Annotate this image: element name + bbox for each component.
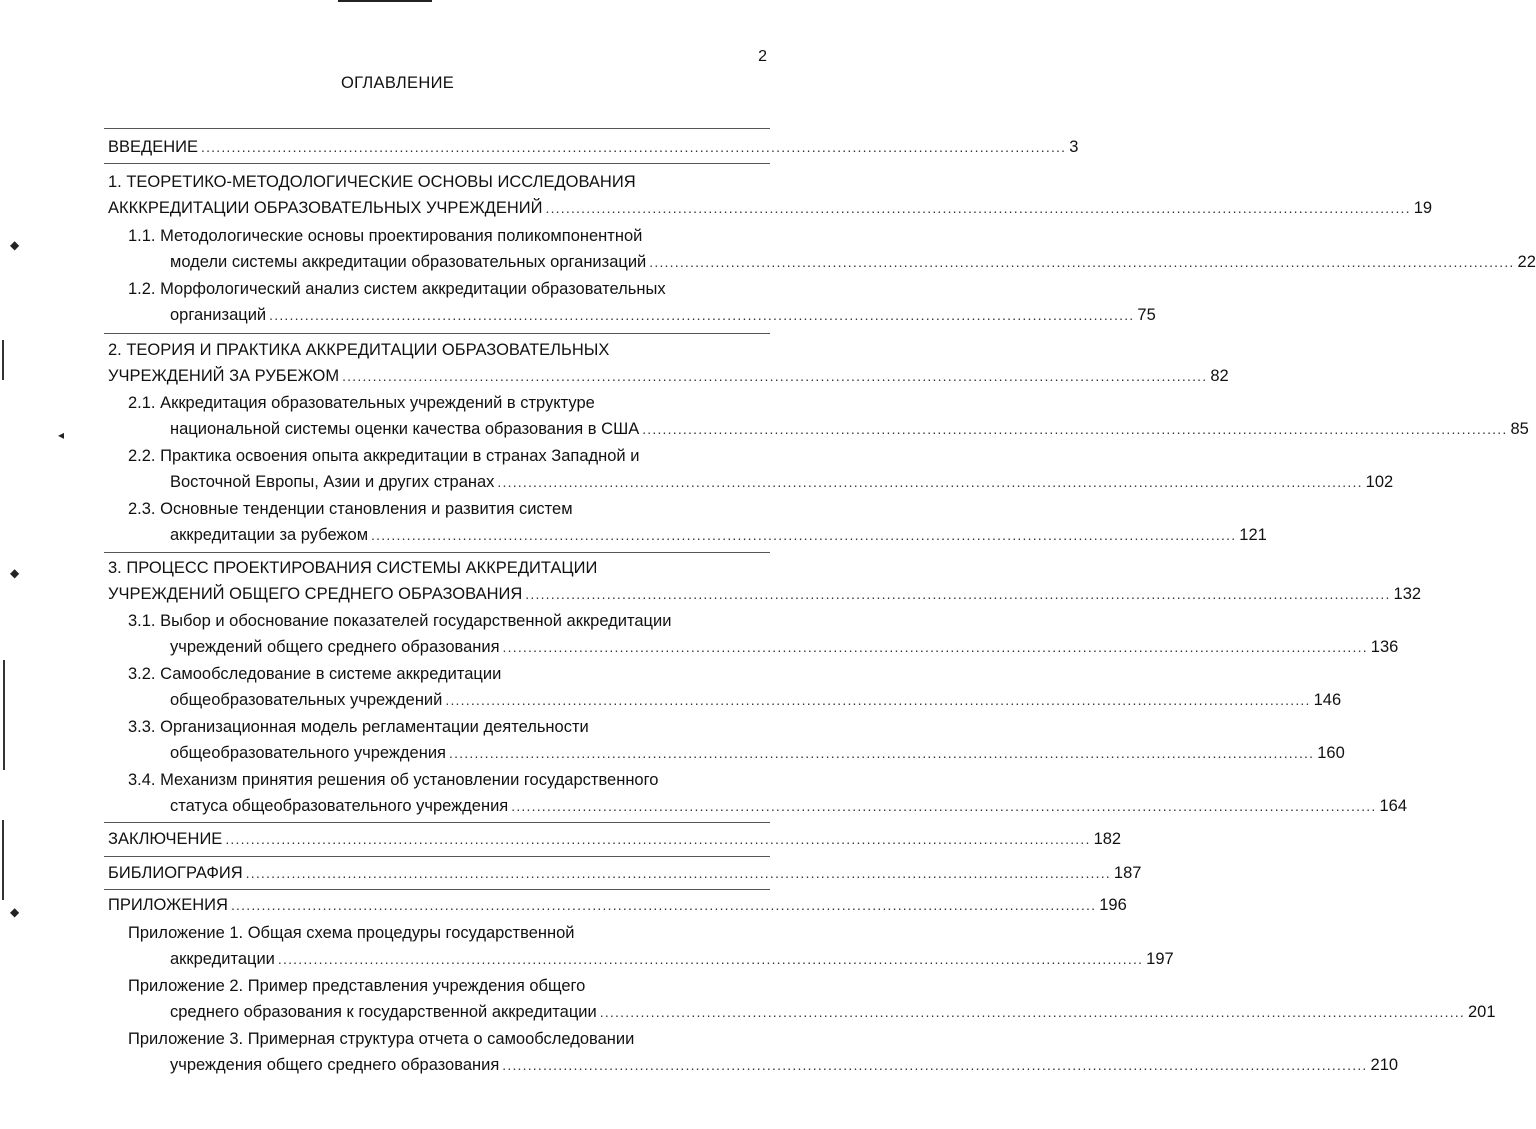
dot-leader: .......................................................................................................................................................................... bbox=[502, 1057, 1368, 1073]
toc-appendix-2[interactable]: среднего образования к государственной аккредитации .......................................................................................................................................................................... 201 bbox=[170, 1003, 1496, 1021]
page-ref: 164 bbox=[1379, 797, 1408, 815]
page-ref: 136 bbox=[1370, 638, 1399, 656]
toc-section-3-2-title[interactable]: 3.2. Самообследование в системе аккредитации bbox=[128, 665, 502, 683]
top-rule bbox=[338, 0, 432, 2]
toc-section-3-2[interactable]: общеобразовательных учреждений .......................................................................................................................................................................... 146 bbox=[170, 691, 1342, 709]
dot-leader: .......................................................................................................................................................................... bbox=[502, 639, 1368, 655]
scan-dot-mark: ◆ bbox=[10, 238, 20, 252]
dot-leader: .......................................................................................................................................................................... bbox=[245, 865, 1111, 881]
dot-leader: .......................................................................................................................................................................... bbox=[371, 527, 1237, 543]
scan-dot-mark: ◆ bbox=[10, 905, 20, 919]
dot-leader: .......................................................................................................................................................................... bbox=[445, 692, 1311, 708]
scan-dot-mark: ◂ bbox=[58, 428, 65, 442]
page-ref: 22 bbox=[1517, 253, 1536, 271]
page-ref: 160 bbox=[1317, 744, 1345, 762]
dot-leader: .......................................................................................................................................................................... bbox=[642, 421, 1508, 437]
dot-leader: .......................................................................................................................................................................... bbox=[545, 200, 1411, 216]
page-number: 2 bbox=[758, 48, 767, 65]
page-ref: 19 bbox=[1413, 199, 1433, 217]
page-ref: 201 bbox=[1468, 1003, 1496, 1021]
dot-leader: .......................................................................................................................................................................... bbox=[269, 307, 1135, 323]
page-ref: 102 bbox=[1365, 473, 1394, 491]
dot-leader: .......................................................................................................................................................................... bbox=[497, 474, 1363, 490]
dot-leader: .......................................................................................................................................................................... bbox=[449, 745, 1315, 761]
dot-leader: .......................................................................................................................................................................... bbox=[200, 139, 1067, 155]
toc-section-2-1[interactable]: национальной системы оценки качества образования в США .......................................................................................................................................................................... 85 bbox=[170, 420, 1529, 438]
separator bbox=[104, 552, 770, 553]
toc-appendix-3[interactable]: учреждения общего среднего образования .......................................................................................................................................................................... 210 bbox=[170, 1056, 1399, 1074]
page-ref: 3 bbox=[1069, 138, 1079, 156]
page-ref: 82 bbox=[1210, 367, 1229, 385]
toc-section-3-3-title[interactable]: 3.3. Организационная модель регламентации деятельности bbox=[128, 718, 589, 736]
toc-section-1-2[interactable]: организаций .......................................................................................................................................................................... 75 bbox=[170, 306, 1156, 324]
toc-entry-bibliography[interactable]: БИБЛИОГРАФИЯ .......................................................................................................................................................................... 187 bbox=[108, 864, 1142, 882]
page-ref: 196 bbox=[1099, 896, 1127, 914]
page-ref: 146 bbox=[1313, 691, 1342, 709]
page-ref: 187 bbox=[1113, 864, 1142, 882]
dot-leader: .......................................................................................................................................................................... bbox=[649, 254, 1515, 270]
scan-edge-mark bbox=[2, 820, 4, 900]
toc-section-1-1-title[interactable]: 1.1. Методологические основы проектирования поликомпонентной bbox=[128, 227, 643, 245]
scan-edge-mark bbox=[3, 660, 5, 770]
dot-leader: .......................................................................................................................................................................... bbox=[511, 798, 1377, 814]
page-ref: 210 bbox=[1370, 1056, 1399, 1074]
dot-leader: .......................................................................................................................................................................... bbox=[599, 1004, 1465, 1020]
dot-leader: .......................................................................................................................................................................... bbox=[230, 897, 1097, 913]
dot-leader: .......................................................................................................................................................................... bbox=[525, 586, 1391, 602]
dot-leader: .......................................................................................................................................................................... bbox=[225, 831, 1091, 847]
separator bbox=[104, 128, 770, 129]
page-ref: 75 bbox=[1137, 306, 1156, 324]
toc-appendix-2-title[interactable]: Приложение 2. Пример представления учреждения общего bbox=[128, 977, 586, 995]
page-ref: 121 bbox=[1239, 526, 1267, 544]
page-title: ОГЛАВЛЕНИЕ bbox=[340, 74, 455, 92]
toc-chapter-1-title[interactable]: 1. ТЕОРЕТИКО-МЕТОДОЛОГИЧЕСКИЕ ОСНОВЫ ИССЛЕДОВАНИЯ bbox=[108, 173, 636, 191]
toc-appendix-1-title[interactable]: Приложение 1. Общая схема процедуры государственной bbox=[128, 924, 575, 942]
dot-leader: .......................................................................................................................................................................... bbox=[342, 368, 1208, 384]
separator bbox=[104, 856, 770, 857]
toc-chapter-2[interactable]: УЧРЕЖДЕНИЙ ЗА РУБЕЖОМ .......................................................................................................................................................................... 82 bbox=[108, 367, 1229, 385]
toc-entry-appendices[interactable]: ПРИЛОЖЕНИЯ .......................................................................................................................................................................... 196 bbox=[108, 896, 1127, 914]
scan-dot-mark: ◆ bbox=[10, 566, 20, 580]
toc-section-1-2-title[interactable]: 1.2. Морфологический анализ систем аккредитации образовательных bbox=[128, 280, 666, 298]
toc-appendix-3-title[interactable]: Приложение 3. Примерная структура отчета о самообследовании bbox=[128, 1030, 635, 1048]
separator bbox=[104, 822, 770, 823]
toc-section-2-2[interactable]: Восточной Европы, Азии и других странах .......................................................................................................................................................................... 102 bbox=[170, 473, 1394, 491]
separator bbox=[104, 889, 770, 890]
toc-section-2-3[interactable]: аккредитации за рубежом .......................................................................................................................................................................... 121 bbox=[170, 526, 1267, 544]
toc-section-2-3-title[interactable]: 2.3. Основные тенденции становления и развития систем bbox=[128, 500, 573, 518]
toc-chapter-3[interactable]: УЧРЕЖДЕНИЙ ОБЩЕГО СРЕДНЕГО ОБРАЗОВАНИЯ .......................................................................................................................................................................... 132 bbox=[108, 585, 1422, 603]
toc-chapter-1[interactable]: АКККРЕДИТАЦИИ ОБРАЗОВАТЕЛЬНЫХ УЧРЕЖДЕНИЙ .......................................................................................................................................................................... 19 bbox=[108, 199, 1433, 217]
page-ref: 182 bbox=[1093, 830, 1122, 848]
toc-section-3-1-title[interactable]: 3.1. Выбор и обоснование показателей государственной аккредитации bbox=[128, 612, 672, 630]
toc-chapter-2-title[interactable]: 2. ТЕОРИЯ И ПРАКТИКА АККРЕДИТАЦИИ ОБРАЗОВАТЕЛЬНЫХ bbox=[108, 341, 610, 359]
toc-section-3-3[interactable]: общеобразовательного учреждения .......................................................................................................................................................................... 160 bbox=[170, 744, 1345, 762]
toc-entry-conclusion[interactable]: ЗАКЛЮЧЕНИЕ .......................................................................................................................................................................... 182 bbox=[108, 830, 1122, 848]
dot-leader: .......................................................................................................................................................................... bbox=[277, 951, 1144, 967]
toc-section-2-2-title[interactable]: 2.2. Практика освоения опыта аккредитации в странах Западной и bbox=[128, 447, 640, 465]
page-ref: 85 bbox=[1510, 420, 1529, 438]
toc-section-2-1-title[interactable]: 2.1. Аккредитация образовательных учреждений в структуре bbox=[128, 394, 595, 412]
toc-section-3-4-title[interactable]: 3.4. Механизм принятия решения об установлении государственного bbox=[128, 771, 659, 789]
separator bbox=[104, 163, 770, 164]
toc-section-3-1[interactable]: учреждений общего среднего образования .......................................................................................................................................................................... 136 bbox=[170, 638, 1399, 656]
toc-appendix-1[interactable]: аккредитации .......................................................................................................................................................................... 197 bbox=[170, 950, 1174, 968]
page-ref: 197 bbox=[1146, 950, 1174, 968]
scan-edge-mark bbox=[2, 340, 4, 380]
toc-section-1-1[interactable]: модели системы аккредитации образовательных организаций .......................................................................................................................................................................... 22 bbox=[170, 253, 1536, 271]
toc-section-3-4[interactable]: статуса общеобразовательного учреждения .......................................................................................................................................................................... 164 bbox=[170, 797, 1408, 815]
toc-chapter-3-title[interactable]: 3. ПРОЦЕСС ПРОЕКТИРОВАНИЯ СИСТЕМЫ АККРЕДИТАЦИИ bbox=[108, 559, 598, 577]
separator bbox=[104, 333, 770, 334]
toc-entry-intro[interactable]: ВВЕДЕНИЕ .......................................................................................................................................................................... 3 bbox=[108, 138, 1079, 156]
page-ref: 132 bbox=[1393, 585, 1422, 603]
